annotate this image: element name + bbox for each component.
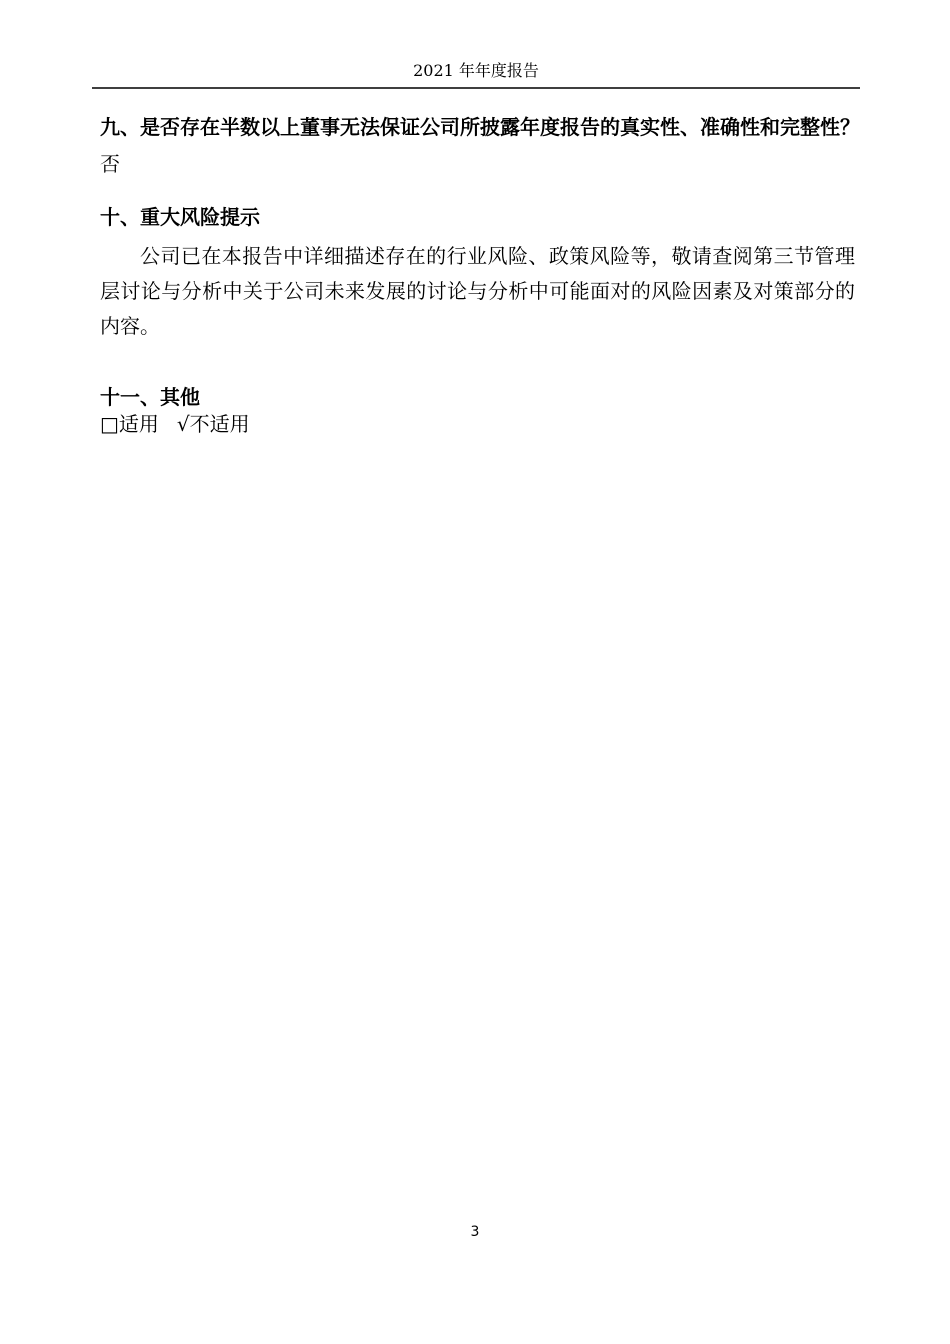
page-footer <box>0 1222 950 1242</box>
page-header <box>92 0 860 89</box>
applicable-option-unchecked: □适用 <box>100 412 159 436</box>
section-eleven-heading: 十一、其他 <box>100 385 200 409</box>
document-content <box>100 90 860 436</box>
section-ten-body-paragraph: 公司已在本报告中详细描述存在的行业风险、政策风险等，敬请查阅第三节管理层讨论与分析中关于公司未来发展的讨论与分析中可能面对的风险因素及对策部分的内容。 <box>100 244 855 338</box>
section-ten-heading: 十、重大风险提示 <box>100 205 260 229</box>
not-applicable-option-checked: √不适用 <box>176 412 250 436</box>
applicability-line <box>100 413 855 435</box>
report-header-title: 2021 年年度报告 <box>413 61 539 80</box>
section-nine-answer: 否 <box>100 152 120 176</box>
page-number: 3 <box>470 1224 480 1240</box>
section-nine-heading: 九、是否存在半数以上董事无法保证公司所披露年度报告的真实性、准确性和完整性？ <box>100 115 860 139</box>
